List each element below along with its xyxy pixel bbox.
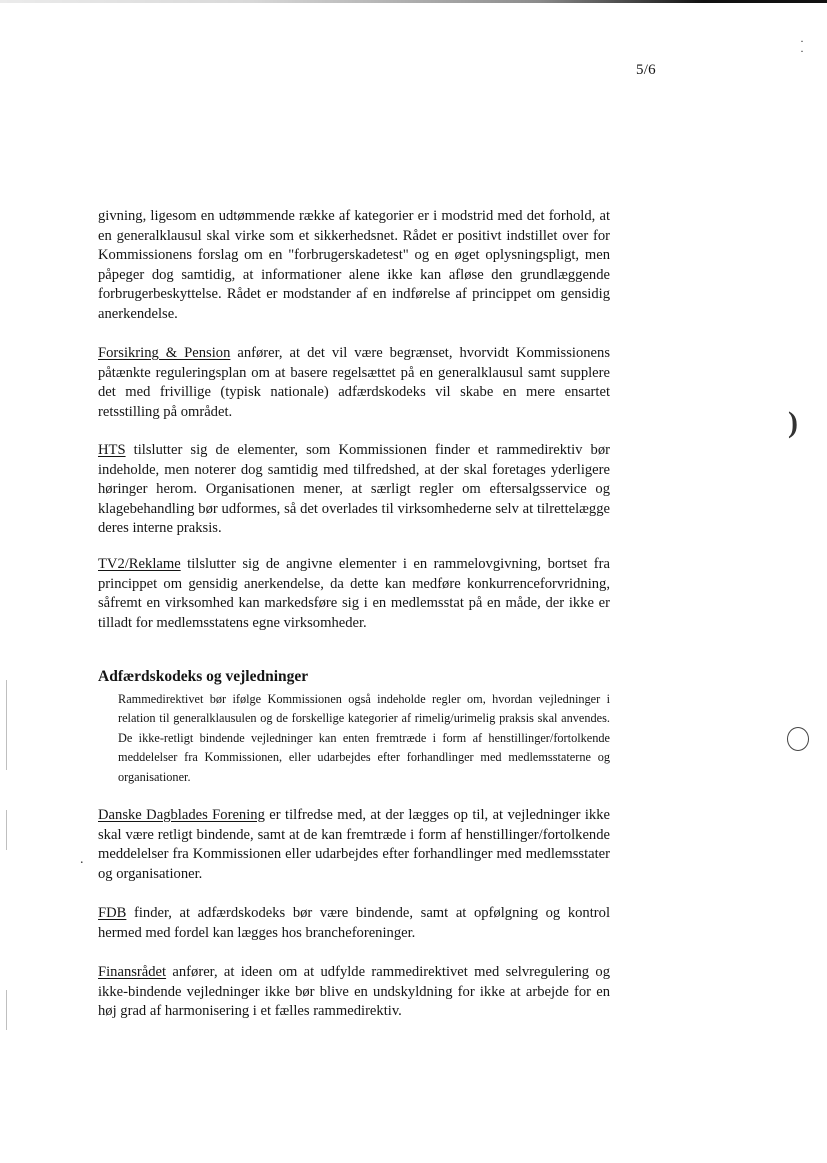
organization-name: HTS: [98, 442, 126, 458]
paragraph-fdb: [98, 904, 610, 943]
section-text: Rammedirektivet bør ifølge Kommissionen også indeholde regler om, hvordan vejledninger i relation til generalklausulen og de forskellige kategorier af rimelig/urimelig praksis skal anvendes. De ikke-retligt bindende vejledninger kan enten fremtræde i form af henstillinger/fortolkende meddelelser fra Kommissionen, eller udarbejdes efter forhandlinger med medlemsstaterne og organisationer.: [118, 692, 610, 784]
organization-name: Danske Dagblades Forening: [98, 807, 265, 823]
scan-dot-mark: .: [80, 852, 84, 867]
organization-name: Finansrådet: [98, 964, 167, 980]
organization-name: FDB: [98, 905, 127, 921]
scan-circle-mark: [787, 727, 809, 751]
paragraph-text: tilslutter sig de angivne elementer i en rammelovgivning, bortset fra princippet om gensidig anerkendelse, da dette kan medføre konkurrenceforvridning, såfremt en virksomhed kan markedsføre sig i en medlemsstat på en måde, der ikke er tilladt for medlemsstatens egne virksomheder.: [98, 556, 610, 631]
paragraph-finansraadet: [98, 963, 610, 1022]
organization-name: TV2/Reklame: [98, 556, 181, 572]
scan-paren-mark: ): [788, 406, 798, 439]
paragraph-continued: [98, 207, 610, 324]
scan-margin-mark: [6, 990, 7, 1030]
organization-name: Forsikring & Pension: [98, 345, 231, 361]
paragraph-hts: [98, 441, 610, 539]
paragraph-text: anfører, at ideen om at udfylde rammedirektivet med selvregulering og ikke-bindende vejledninger ikke bør blive en undskyldning for ikke at arbejde for en høj grad af harmonisering i et fælles rammedirektiv.: [98, 964, 610, 1019]
scan-margin-mark: [6, 810, 7, 850]
page-number: 5/6: [636, 62, 656, 78]
scan-dots-mark: · ·: [800, 34, 804, 58]
section-heading: Adfærdskodeks og vejledninger: [98, 668, 309, 685]
scan-margin-mark: [6, 680, 7, 770]
paragraph-text: er tilfredse med, at der lægges op til, at vejledninger ikke skal være retligt bindende, samt at de kan fremtræde i form af henstillinger/fortolkende meddelelser fra Kommissionen eller udarbejdes efter forhandlinger med medlemsstater og organisationer.: [98, 807, 610, 882]
paragraph-forsikring-pension: [98, 344, 610, 422]
paragraph-text: tilslutter sig de elementer, som Kommissionen finder et rammedirektiv bør indeholde, men noterer dog samtidig med tilfredshed, at der skal foretages yderligere høringer herom. Organisationen mener, at særligt regler om eftersalgsservice og klagebehandling bør udformes, så det overlades til virksomhederne selv at tilrettelægge deres interne praksis.: [98, 442, 610, 536]
paragraph-text: givning, ligesom en udtømmende række af kategorier er i modstrid med det forhold, at en generalklausul skal virke som et sikkerhedsnet. Rådet er positivt indstillet over for Kommissionens forslag om en "forbrugerskadetest" og en øget oplysningspligt, men påpeger dog samtidig, at informationer alene ikke kan afløse den grundlæggende forbrugerbeskyttelse. Rådet er modstander af en indførelse af princippet om gensidig anerkendelse.: [98, 208, 610, 322]
paragraph-text: finder, at adfærdskodeks bør være bindende, samt at opfølgning og kontrol hermed med fordel kan lægges hos brancheforeninger.: [98, 905, 610, 941]
scan-top-edge: [0, 0, 827, 3]
paragraph-tv2-reklame: [98, 555, 610, 633]
paragraph-danske-dagblades-forening: [98, 806, 610, 884]
paragraph-text: anfører, at det vil være begrænset, hvorvidt Kommissionens påtænkte reguleringsplan om at basere regelsættet på en generalklausul samt supplere det med frivillige (typisk nationale) adfærdskodeks vil skabe en mere ensartet retsstilling på området.: [98, 345, 610, 420]
